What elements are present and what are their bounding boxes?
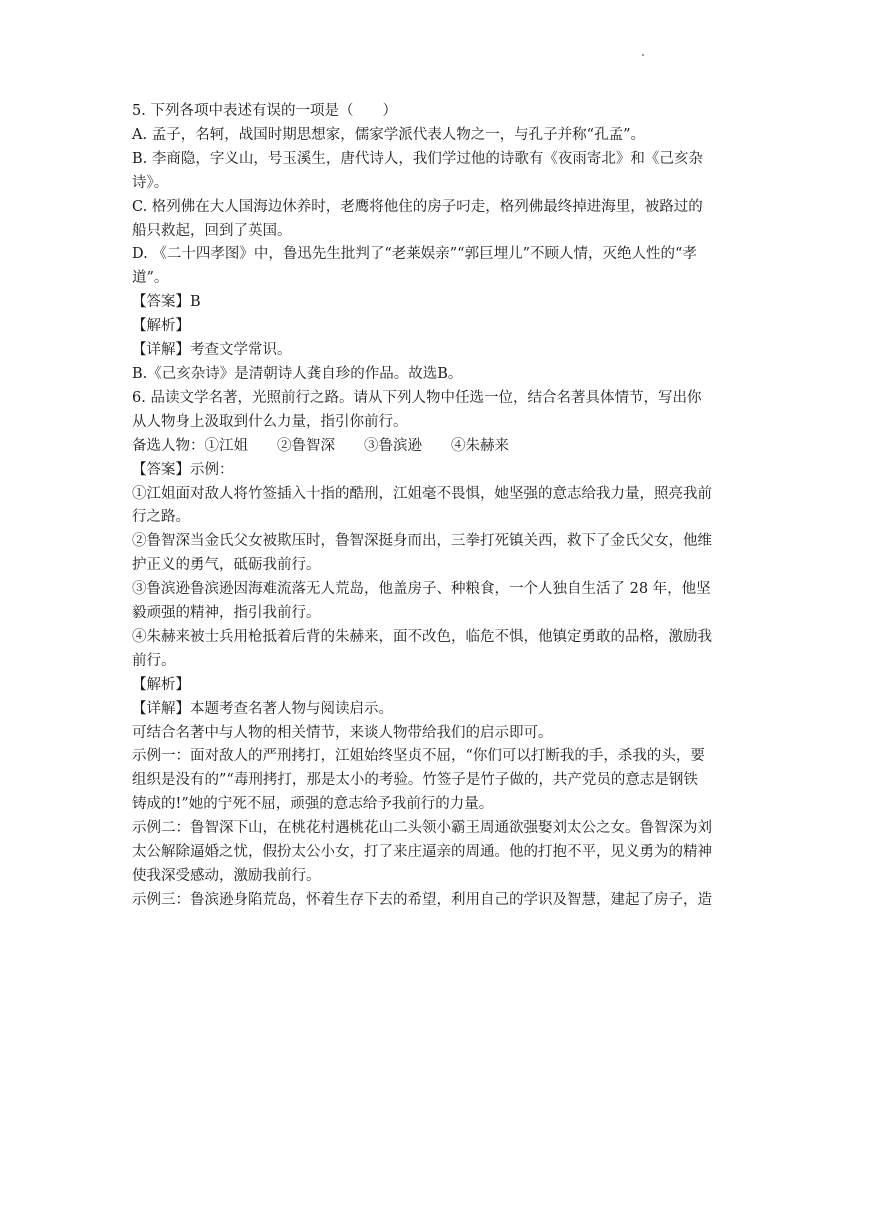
option-a: A. 孟子，名轲，战国时期思想家，儒家学派代表人物之一，与孔子并称“孔孟”。 (132, 126, 646, 143)
analysis-5-heading: 【解析】 (132, 318, 190, 335)
analysis-6-heading: 【解析】 (132, 676, 190, 693)
example-1-line-1: 示例一：面对敌人的严刑拷打，江姐始终坚贞不屈，“你们可以打断我的手，杀我的头，要 (132, 748, 705, 765)
option-c-line-2: 船只救起，回到了英国。 (132, 222, 292, 239)
question-6-stem-line-1: 6. 品读文学名著，光照前行之路。请从下列人物中任选一位，结合名著具体情节，写出你 (132, 389, 702, 406)
example-1-line-2: 组织是没有的”“毒刑拷打，那是太小的考验。竹签子是竹子做的，共产党员的意志是钢铁 (132, 772, 698, 789)
answer-6-heading: 【答案】示例： (132, 461, 234, 478)
answer-6-zhuhelai-line-1: ④朱赫来被士兵用枪抵着后背的朱赫来，面不改色，临危不惧，他镇定勇敢的品格，激励我 (132, 628, 712, 645)
answer-6-luzhishen-line-1: ②鲁智深当金氏父女被欺压时，鲁智深挺身而出，三拳打死镇关西，救下了金氏父女，他维 (132, 533, 712, 550)
detail-5: 【详解】考查文学常识。 (132, 342, 292, 359)
answer-6-jiangjie-line-1: ①江姐面对敌人将竹签插入十指的酷刑，江姐毫不畏惧，她坚强的意志给我力量，照亮我前 (132, 485, 712, 502)
answer-5: 【答案】B (132, 294, 201, 311)
question-6-stem-line-2: 从人物身上汲取到什么力量，指引你前行。 (132, 413, 408, 430)
page-marker-dot (642, 54, 644, 56)
candidate-characters: 备选人物：①江姐 ②鲁智深 ③鲁滨逊 ④朱赫来 (132, 437, 509, 454)
example-2-line-2: 太公解除逼婚之忧，假扮太公小女，打了来庄逼亲的周通。他的打抱不平，见义勇为的精神 (132, 844, 712, 861)
question-5-stem: 5. 下列各项中表述有误的一项是（ ） (132, 103, 397, 119)
example-2-line-3: 使我深受感动，激励我前行。 (132, 868, 321, 884)
option-b-line-2: 诗》。 (132, 174, 169, 191)
answer-6-zhuhelai-line-2: 前行。 (132, 652, 176, 669)
option-d-line-1: D. 《二十四孝图》中，鲁迅先生批判了“老莱娱亲”“郭巨埋儿”不顾人情，灭绝人性的“孝 (132, 246, 697, 263)
document-body (132, 100, 738, 913)
answer-6-robinson-line-1: ③鲁滨逊鲁滨逊因海难流落无人荒岛，他盖房子、种粮食，一个人独自生活了 28 年，他坚 (132, 581, 711, 598)
example-2-line-1: 示例二：鲁智深下山，在桃花村遇桃花山二头领小霸王周通欲强娶刘太公之女。鲁智深为刘 (132, 820, 712, 837)
answer-6-luzhishen-line-2: 护正义的勇气，砥砺我前行。 (132, 557, 321, 574)
option-c-line-1: C. 格列佛在大人国海边休养时，老鹰将他住的房子叼走，格列佛最终掉进海里，被路过的 (132, 198, 703, 215)
option-d-line-2: 道”。 (132, 270, 169, 287)
detail-6-guidance: 可结合名著中与人物的相关情节，来谈人物带给我们的启示即可。 (132, 724, 553, 741)
option-b-line-1: B. 李商隐，字义山，号玉溪生，唐代诗人，我们学过他的诗歌有《夜雨寄北》和《己亥杂 (132, 150, 703, 167)
example-1-line-3: 铸成的!”她的宁死不屈，顽强的意志给予我前行的力量。 (132, 796, 494, 813)
answer-6-jiangjie-line-2: 行之路。 (132, 509, 190, 526)
example-3-line-1: 示例三：鲁滨逊身陷荒岛，怀着生存下去的希望，利用自己的学识及智慧，建起了房子，造 (132, 891, 712, 908)
detail-6: 【详解】本题考查名著人物与阅读启示。 (132, 700, 393, 717)
answer-6-robinson-line-2: 毅顽强的精神，指引我前行。 (132, 605, 321, 622)
detail-5-explanation: B.《己亥杂诗》是清朝诗人龚自珍的作品。故选B。 (132, 365, 463, 382)
